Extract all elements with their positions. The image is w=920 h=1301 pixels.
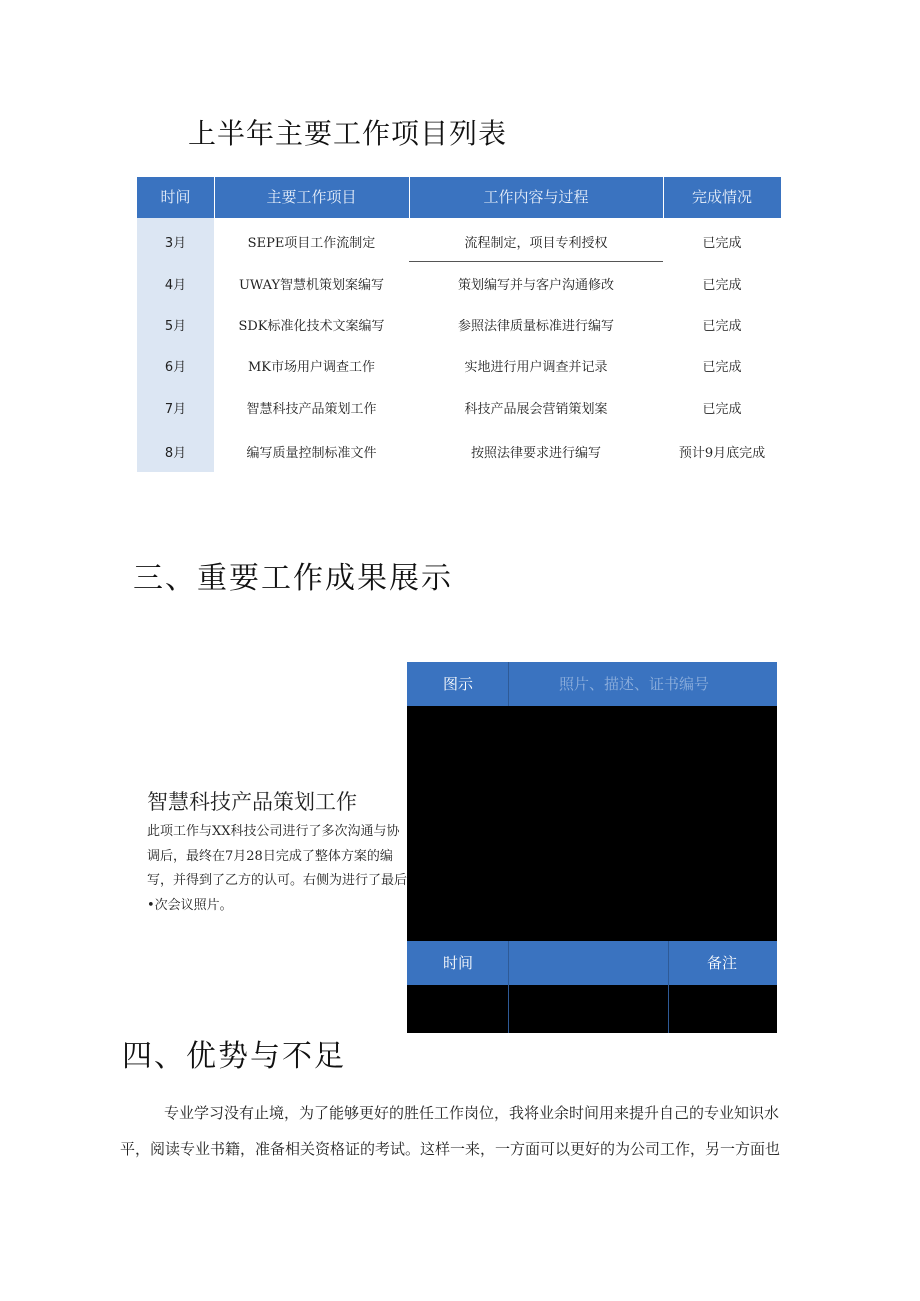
row-divider bbox=[409, 261, 663, 262]
work-table bbox=[137, 177, 781, 472]
cell-status: 预计9月底完成 bbox=[678, 446, 766, 461]
cell-content: 实地进行用户调查并记录 bbox=[464, 360, 608, 375]
header-content: 工作内容与过程 bbox=[483, 188, 589, 206]
cell-status: 已完成 bbox=[702, 319, 742, 334]
achievement-title: 智慧科技产品策划工作 bbox=[147, 790, 357, 814]
cell-project: 编写质量控制标准文件 bbox=[246, 446, 377, 461]
cell-content: 参照法律质量标准进行编写 bbox=[457, 319, 614, 334]
cell-content: 策划编写并与客户沟通修改 bbox=[457, 278, 614, 293]
photo-panel bbox=[407, 662, 777, 1033]
photo-placeholder bbox=[407, 706, 777, 941]
panel-hint: 照片、描述、证书编号 bbox=[559, 675, 710, 693]
table-header bbox=[137, 177, 781, 218]
section4-heading: 四、优势与不足 bbox=[122, 1039, 346, 1074]
cell-content: 流程制定，项目专利授权 bbox=[464, 236, 608, 251]
panel-bottom-bar bbox=[407, 941, 777, 985]
cell-project: SEPE项目工作流制定 bbox=[247, 236, 376, 251]
cell-status: 已完成 bbox=[702, 278, 742, 293]
section4-paragraph-line1: 专业学习没有止境，为了能够更好的胜任工作岗位，我将业余时间用来提升自己的专业知识水 bbox=[164, 1104, 780, 1122]
cell-content: 按照法律要求进行编写 bbox=[470, 446, 601, 461]
cell-time: 3月 bbox=[164, 236, 187, 251]
panel-label-time: 时间 bbox=[443, 954, 474, 972]
cell-content: 科技产品展会营销策划案 bbox=[464, 402, 608, 417]
panel-top-bar bbox=[407, 662, 777, 706]
cell-time: 6月 bbox=[164, 360, 187, 375]
cell-project: SDK标准化技术文案编写 bbox=[238, 319, 385, 334]
cell-status: 已完成 bbox=[702, 360, 742, 375]
cell-time: 7月 bbox=[164, 402, 187, 417]
achievement-description: 此项工作与XX科技公司进行了多次沟通与协调后，最终在7月28日完成了整体方案的编写，并得到了乙方的认可。右侧为进行了最后•次会议照片。 bbox=[147, 824, 408, 913]
section4-paragraph-line2: 平，阅读专业书籍，准备相关资格证的考试。这样一来，一方面可以更好的为公司工作，另一方面也 bbox=[120, 1140, 781, 1158]
header-time: 时间 bbox=[160, 188, 191, 206]
time-column-shade bbox=[137, 218, 214, 472]
section3-heading: 三、重要工作成果展示 bbox=[133, 561, 453, 596]
cell-status: 已完成 bbox=[702, 236, 742, 251]
header-status: 完成情况 bbox=[691, 188, 752, 206]
header-project: 主要工作项目 bbox=[266, 188, 357, 206]
table-title: 上半年主要工作项目列表 bbox=[188, 117, 508, 150]
cell-time: 5月 bbox=[164, 319, 187, 334]
panel-label-figure: 图示 bbox=[443, 675, 474, 693]
cell-time: 4月 bbox=[164, 278, 187, 293]
panel-label-remark: 备注 bbox=[707, 954, 738, 972]
cell-status: 已完成 bbox=[702, 402, 742, 417]
cell-time: 8月 bbox=[164, 446, 187, 461]
cell-project: UWAY智慧机策划案编写 bbox=[238, 278, 385, 293]
cell-project: MK市场用户调查工作 bbox=[247, 360, 376, 375]
cell-project: 智慧科技产品策划工作 bbox=[246, 402, 377, 417]
